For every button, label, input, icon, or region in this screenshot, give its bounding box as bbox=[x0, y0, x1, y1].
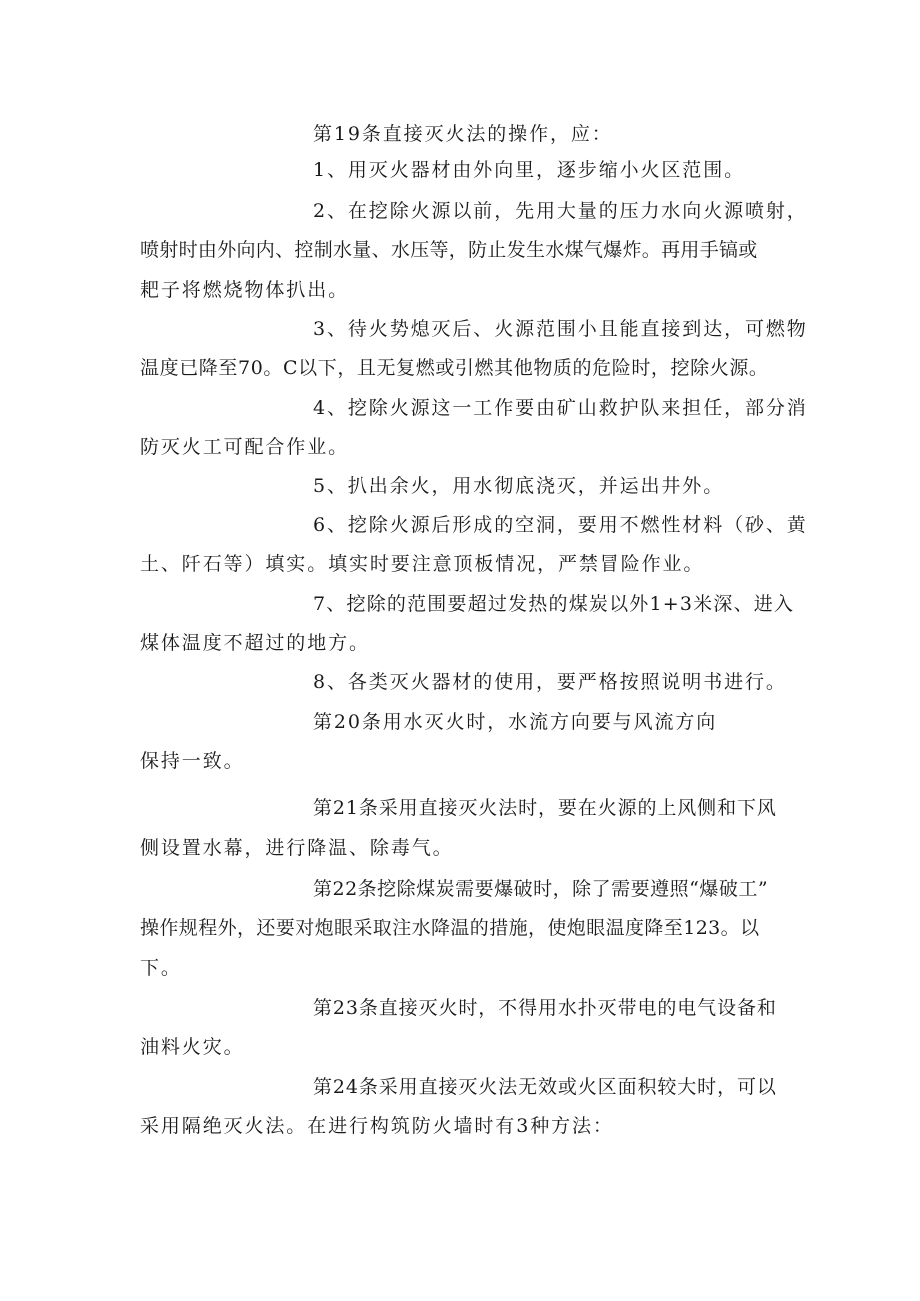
article-21-line-1: 第21条采用直接灭火法时，要在火源的上风侧和下风 bbox=[313, 797, 777, 819]
article-19-item-7-line-2: 煤体温度不超过的地方。 bbox=[140, 632, 370, 654]
article-19-item-1: 1、用灭火器材由外向里，逐步缩小火区范围。 bbox=[313, 159, 745, 181]
article-22-line-2: 操作规程外，还要对炮眼采取注水降温的措施，使炮眼温度降至123。以 bbox=[140, 917, 760, 939]
article-24-line-2: 采用隔绝灭火法。在进行构筑防火墙时有3种方法： bbox=[140, 1115, 614, 1137]
article-23-line-1: 第23条直接灭火时，不得用水扑灭带电的电气设备和 bbox=[313, 997, 777, 1019]
article-19-heading: 第19条直接灭火法的操作，应： bbox=[313, 123, 613, 145]
article-20-line-2: 保持一致。 bbox=[140, 750, 245, 772]
article-19-item-4-line-2: 防灭火工可配合作业。 bbox=[140, 436, 350, 458]
article-19-item-7-line-1: 7、挖除的范围要超过发热的煤炭以外1+3米深、进入 bbox=[313, 593, 795, 615]
article-19-item-2-line-1: 2、在挖除火源以前，先用大量的压力水向火源喷射， bbox=[313, 200, 808, 222]
article-19-item-8: 8、各类灭火器材的使用，要严格按照说明书进行。 bbox=[313, 671, 787, 693]
article-19-item-2-line-2: 喷射时由外向内、控制水量、水压等，防止发生水煤气爆炸。再用手镐或 bbox=[140, 239, 758, 261]
article-19-item-3-line-2: 温度已降至70。C以下，且无复燃或引燃其他物质的危险时，挖除火源。 bbox=[140, 357, 769, 379]
article-19-item-2-line-3: 耙子将燃烧物体扒出。 bbox=[140, 279, 350, 301]
article-22-line-3: 下。 bbox=[140, 957, 182, 979]
article-23-line-2: 油料火灾。 bbox=[140, 1036, 245, 1058]
article-22-line-1: 第22条挖除煤炭需要爆破时，除了需要遵照“爆破工” bbox=[313, 878, 769, 900]
article-24-line-1: 第24条采用直接灭火法无效或火区面积较大时，可以 bbox=[313, 1076, 777, 1098]
article-19-item-4-line-1: 4、挖除火源这一工作要由矿山救护队来担任，部分消 bbox=[313, 397, 808, 419]
article-19-item-5: 5、扒出余火，用水彻底浇灭，并运出井外。 bbox=[313, 475, 725, 497]
article-20-line-1: 第20条用水灭火时，水流方向要与风流方向 bbox=[313, 711, 718, 733]
article-19-item-6-line-2: 土、阡石等）填实。填实时要注意顶板情况，严禁冒险作业。 bbox=[140, 553, 705, 575]
article-19-item-6-line-1: 6、挖除火源后形成的空洞，要用不燃性材料（砂、黄 bbox=[313, 514, 808, 536]
article-21-line-2: 侧设置水幕，进行降温、除毒气。 bbox=[140, 837, 454, 859]
article-19-item-3-line-1: 3、待火势熄灭后、火源范围小且能直接到达，可燃物 bbox=[313, 318, 808, 340]
